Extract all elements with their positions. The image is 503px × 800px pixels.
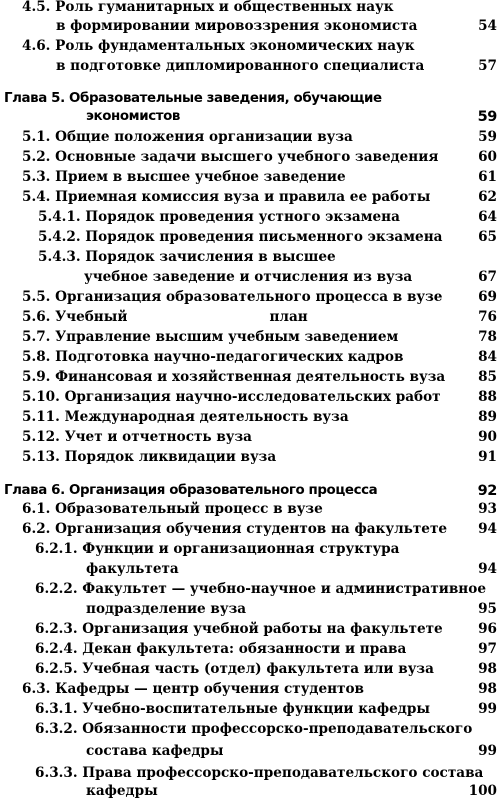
toc-entry bbox=[0, 409, 503, 425]
toc-entry-title: 4.5. Роль гуманитарных и общественных наук bbox=[22, 0, 394, 15]
toc-subentry bbox=[0, 641, 503, 657]
toc-entry bbox=[0, 369, 503, 385]
toc-entry-page: 94 bbox=[478, 561, 497, 577]
toc-entry-title: 5.5. Организация образовательного процесса в вузе bbox=[22, 289, 443, 305]
toc-entry-title: 6.2.4. Декан факультета: обязанности и права bbox=[35, 641, 407, 657]
chapter-title: экономистов bbox=[86, 109, 180, 124]
toc-entry-page: 65 bbox=[478, 229, 497, 245]
toc-entry-title: 5.8. Подготовка научно-педагогических кадров bbox=[22, 349, 404, 365]
toc-entry-title: 6.2. Организация обучения студентов на факультете bbox=[22, 521, 448, 537]
toc-entry-title: 6.2.3. Организация учебной работы на факультете bbox=[35, 621, 443, 637]
toc-entry-page: 94 bbox=[478, 521, 497, 537]
toc-subentry-continuation bbox=[0, 601, 503, 617]
toc-entry-page: 93 bbox=[478, 501, 497, 517]
toc-entry-title: учебное заведение и отчисления из вуза bbox=[84, 269, 413, 285]
toc-entry-title: состава кафедры bbox=[86, 743, 224, 759]
toc-entry-title: 5.3. Прием в высшее учебное заведение bbox=[22, 169, 346, 185]
toc-subentry bbox=[0, 721, 503, 737]
toc-entry-page: 97 bbox=[478, 641, 497, 657]
toc-subentry bbox=[0, 249, 503, 265]
toc-entry-page: 99 bbox=[478, 743, 497, 759]
toc-subentry bbox=[0, 701, 503, 717]
toc-entry-title: 5.1. Общие положения организации вуза bbox=[22, 129, 353, 145]
toc-entry-page: 100 bbox=[468, 783, 497, 799]
toc-entry-title: 5.12. Учет и отчетность вуза bbox=[22, 429, 252, 445]
toc-entry-title: 6.2.1. Функции и организационная структура bbox=[35, 541, 400, 557]
toc-entry-title: 6.1. Образовательный процесс в вузе bbox=[22, 501, 323, 517]
toc-entry-page: 85 bbox=[478, 369, 497, 385]
toc-entry bbox=[0, 149, 503, 165]
toc-entry-title: 4.6. Роль фундаментальных экономических наук bbox=[22, 38, 415, 54]
toc-entry-page: 62 bbox=[478, 189, 497, 205]
toc-entry-page: 67 bbox=[478, 269, 497, 285]
toc-entry bbox=[0, 429, 503, 445]
toc-entry bbox=[0, 449, 503, 465]
toc-subentry-continuation bbox=[0, 783, 503, 799]
toc-entry-page: 90 bbox=[478, 429, 497, 445]
toc-entry-page: 59 bbox=[478, 129, 497, 145]
toc-entry-title: 5.9. Финансовая и хозяйственная деятельность вуза bbox=[22, 369, 446, 385]
toc-entry bbox=[0, 521, 503, 537]
toc-entry bbox=[0, 0, 503, 15]
toc-entry-title: 6.3.2. Обязанности профессорско-преподавательского bbox=[35, 721, 473, 737]
toc-entry-page: 76 bbox=[478, 309, 497, 325]
toc-entry-page: 95 bbox=[478, 601, 497, 617]
toc-subentry-continuation bbox=[0, 561, 503, 577]
toc-entry bbox=[0, 289, 503, 305]
toc-entry-title: в формировании мировоззрения экономиста bbox=[56, 18, 418, 34]
toc-entry-page: 57 bbox=[478, 58, 497, 74]
toc-subentry bbox=[0, 209, 503, 225]
toc-entry-title: кафедры bbox=[86, 783, 158, 799]
toc-entry-page: 54 bbox=[478, 18, 497, 34]
toc-entry-page: 98 bbox=[478, 661, 497, 677]
toc-entry-title: факультета bbox=[86, 561, 179, 577]
toc-entry-title: подразделение вуза bbox=[86, 601, 247, 617]
toc-entry-title: 6.3. Кафедры — центр обучения студентов bbox=[22, 681, 364, 697]
toc-entry-title: 6.3.1. Учебно-воспитательные функции кафедры bbox=[35, 701, 430, 717]
toc-entry-title: 6.3.3. Права профессорско-преподавательского состава bbox=[35, 765, 484, 781]
toc-entry-page: 78 bbox=[478, 329, 497, 345]
chapter-heading bbox=[0, 483, 503, 499]
toc-entry-page: 60 bbox=[478, 149, 497, 165]
toc-entry bbox=[0, 389, 503, 405]
toc-entry-title: 5.4. Приемная комиссия вуза и правила ее работы bbox=[22, 189, 431, 205]
toc-entry bbox=[0, 169, 503, 185]
toc-entry-page: 89 bbox=[478, 409, 497, 425]
toc-entry bbox=[0, 349, 503, 365]
toc-entry-continuation bbox=[0, 18, 503, 34]
toc-entry-continuation bbox=[0, 58, 503, 74]
toc-entry-title: 5.4.3. Порядок зачисления в высшее bbox=[38, 249, 336, 265]
toc-entry-page: 69 bbox=[478, 289, 497, 305]
toc-entry-page: 91 bbox=[478, 449, 497, 465]
toc-entry bbox=[0, 329, 503, 345]
toc-entry-page: 99 bbox=[478, 701, 497, 717]
toc-subentry bbox=[0, 661, 503, 677]
toc-entry bbox=[0, 501, 503, 517]
toc-entry-page: 64 bbox=[478, 209, 497, 225]
chapter-heading bbox=[0, 91, 503, 107]
toc-subentry bbox=[0, 229, 503, 245]
toc-entry-title: 6.2.2. Факультет — учебно-научное и административное bbox=[35, 581, 486, 597]
toc-entry-title: 5.6. Учебный план bbox=[22, 309, 308, 325]
toc-subentry bbox=[0, 621, 503, 637]
toc-entry-page: 88 bbox=[478, 389, 497, 405]
toc-entry bbox=[0, 681, 503, 697]
chapter-title: Глава 6. Организация образовательного процесса bbox=[4, 483, 378, 498]
toc-entry-page: 96 bbox=[478, 621, 497, 637]
toc-entry-title: 5.2. Основные задачи высшего учебного заведения bbox=[22, 149, 439, 165]
toc-entry bbox=[0, 129, 503, 145]
toc-entry-page: 98 bbox=[478, 681, 497, 697]
toc-entry bbox=[0, 309, 503, 325]
toc-entry-title: в подготовке дипломированного специалиста bbox=[56, 58, 425, 74]
toc-entry-title: 6.2.5. Учебная часть (отдел) факультета или вуза bbox=[35, 661, 434, 677]
chapter-page: 92 bbox=[477, 483, 497, 499]
toc-subentry bbox=[0, 765, 503, 781]
chapter-title: Глава 5. Образовательные заведения, обучающие bbox=[4, 91, 382, 106]
toc-subentry bbox=[0, 581, 503, 597]
chapter-heading-continuation bbox=[0, 109, 503, 125]
toc-subentry-continuation bbox=[0, 269, 503, 285]
toc-subentry-continuation bbox=[0, 743, 503, 759]
toc-entry-title: 5.7. Управление высшим учебным заведением bbox=[22, 329, 399, 345]
toc-entry-title: 5.10. Организация научно-исследовательских работ bbox=[22, 389, 441, 405]
toc-entry-title: 5.4.1. Порядок проведения устного экзамена bbox=[38, 209, 400, 225]
toc-entry-page: 61 bbox=[478, 169, 497, 185]
toc-entry-title: 5.11. Международная деятельность вуза bbox=[22, 409, 349, 425]
toc-entry bbox=[0, 38, 503, 54]
toc-entry-title: 5.4.2. Порядок проведения письменного экзамена bbox=[38, 229, 443, 245]
toc-entry-page: 84 bbox=[478, 349, 497, 365]
toc-subentry bbox=[0, 541, 503, 557]
toc-entry bbox=[0, 189, 503, 205]
toc-entry-title: 5.13. Порядок ликвидации вуза bbox=[22, 449, 277, 465]
chapter-page: 59 bbox=[477, 109, 497, 125]
